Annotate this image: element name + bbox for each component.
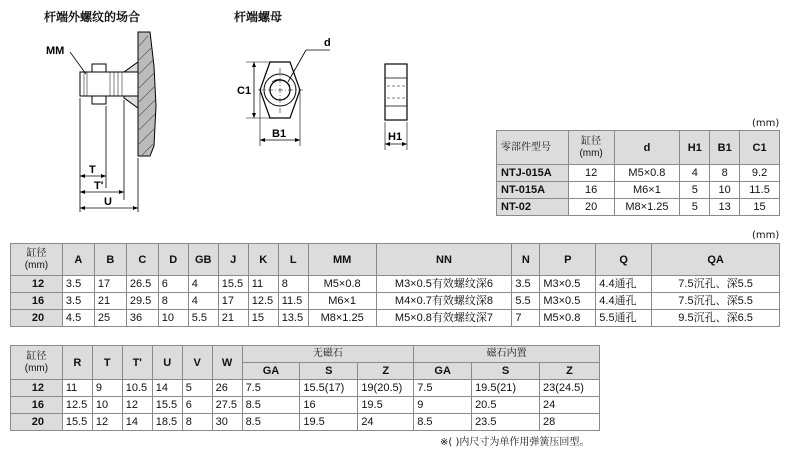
header-no-magnet: 无磁石 bbox=[242, 346, 414, 363]
table-cell: 14 bbox=[152, 380, 182, 397]
table-cell: 8.5 bbox=[242, 397, 300, 414]
table-cell: 17 bbox=[218, 293, 248, 310]
table-cell: M5×0.8 bbox=[308, 276, 376, 293]
table-cell: 11.5 bbox=[740, 182, 780, 199]
table-cell: 5 bbox=[680, 182, 710, 199]
table-cell: 8 bbox=[182, 414, 212, 431]
table-cell: 11 bbox=[248, 276, 278, 293]
table-cell: 15 bbox=[248, 310, 278, 327]
table-cell: 17 bbox=[94, 276, 126, 293]
table-cell: 3.5 bbox=[512, 276, 540, 293]
table-cell: 18.5 bbox=[152, 414, 182, 431]
table-row bbox=[497, 199, 780, 216]
table-cell: 5.5 bbox=[188, 310, 218, 327]
table-cell: 16 bbox=[568, 182, 614, 199]
table-cell: 26 bbox=[212, 380, 242, 397]
header-mm: MM bbox=[308, 244, 376, 276]
table-cell: 8.5 bbox=[414, 414, 472, 431]
table-cell: 5.5 bbox=[512, 293, 540, 310]
header-part-number: 零部件型号 bbox=[497, 131, 569, 165]
table-cell: 7.5沉孔、深5.5 bbox=[652, 276, 780, 293]
label-t: T bbox=[89, 164, 96, 176]
header-r: R bbox=[62, 346, 92, 380]
table-cell: 10 bbox=[710, 182, 740, 199]
table-cell: 12.5 bbox=[62, 397, 92, 414]
table-row bbox=[11, 276, 780, 293]
table-cell: 15.5 bbox=[152, 397, 182, 414]
header-bore: 缸径 (mm) bbox=[11, 346, 63, 380]
table-cell: 16 bbox=[300, 397, 358, 414]
table-cell: 4 bbox=[680, 165, 710, 182]
nut-side-outline bbox=[385, 64, 407, 120]
label-u: U bbox=[104, 196, 112, 208]
dimensions-table-header bbox=[11, 244, 780, 276]
table-cell: 4.4通孔 bbox=[596, 276, 652, 293]
header-built-in-magnet: 磁石内置 bbox=[414, 346, 600, 363]
table-cell: 19(20.5) bbox=[358, 380, 414, 397]
table-cell: 15.5 bbox=[62, 414, 92, 431]
table-cell: 11.5 bbox=[278, 293, 308, 310]
table-cell: 36 bbox=[126, 310, 158, 327]
bore-size: 20 bbox=[11, 414, 63, 431]
header-c1: C1 bbox=[740, 131, 780, 165]
table-cell: 19.5 bbox=[300, 414, 358, 431]
table-cell: 11 bbox=[62, 380, 92, 397]
threaded-rod bbox=[80, 72, 138, 96]
header-k: K bbox=[248, 244, 278, 276]
bore-size: 12 bbox=[11, 276, 63, 293]
table-cell: 30 bbox=[212, 414, 242, 431]
header-z: Z bbox=[358, 363, 414, 380]
table-cell: 15.5 bbox=[218, 276, 248, 293]
header-nn: NN bbox=[376, 244, 512, 276]
table-cell: 24 bbox=[539, 397, 599, 414]
header-b1: B1 bbox=[710, 131, 740, 165]
table-cell: 6 bbox=[158, 276, 188, 293]
table-cell: 12 bbox=[92, 414, 122, 431]
table-cell: 15.5(17) bbox=[300, 380, 358, 397]
table-cell: 20.5 bbox=[472, 397, 540, 414]
caption-rod-nut: 杆端螺母 bbox=[234, 10, 283, 24]
table-cell: M4×0.7有效螺纹深8 bbox=[376, 293, 512, 310]
table-row bbox=[11, 293, 780, 310]
label-h1: H1 bbox=[388, 131, 403, 143]
header-q: Q bbox=[596, 244, 652, 276]
table-cell: M5×0.8 bbox=[540, 310, 596, 327]
header-bore: 缸径 (mm) bbox=[11, 244, 63, 276]
table-cell: 20 bbox=[568, 199, 614, 216]
label-b1: B1 bbox=[272, 128, 287, 140]
caption-external-thread: 杆端外螺纹的场合 bbox=[44, 10, 141, 24]
header-qa: QA bbox=[652, 244, 780, 276]
table-cell: M8×1.25 bbox=[308, 310, 376, 327]
part-number: NT-02 bbox=[497, 199, 569, 216]
label-t-prime: T' bbox=[94, 180, 104, 192]
bore-size: 20 bbox=[11, 310, 63, 327]
table-row bbox=[11, 310, 780, 327]
switch-dimensions-table bbox=[10, 345, 600, 431]
table-cell: 8 bbox=[710, 165, 740, 182]
table-cell: 26.5 bbox=[126, 276, 158, 293]
table-cell: M3×0.5 bbox=[540, 293, 596, 310]
footnote: ※( )内尺寸为单作用弹簧压回型。 bbox=[440, 437, 590, 448]
table-cell: 13.5 bbox=[278, 310, 308, 327]
bore-size: 16 bbox=[11, 397, 63, 414]
table-cell: 15 bbox=[740, 199, 780, 216]
table-cell: 3.5 bbox=[62, 276, 94, 293]
header-n: N bbox=[512, 244, 540, 276]
header-bore: 缸径 (mm) bbox=[568, 131, 614, 165]
nut-table bbox=[496, 130, 780, 216]
table-cell: 14 bbox=[122, 414, 152, 431]
table-cell: 10 bbox=[92, 397, 122, 414]
table-cell: 4 bbox=[188, 276, 218, 293]
table-cell: M3×0.5有效螺纹深6 bbox=[376, 276, 512, 293]
table-row bbox=[11, 397, 600, 414]
label-d: d bbox=[324, 37, 331, 49]
table-cell: 23(24.5) bbox=[539, 380, 599, 397]
table-cell: 24 bbox=[358, 414, 414, 431]
label-c1: C1 bbox=[237, 85, 252, 97]
table-cell: 21 bbox=[218, 310, 248, 327]
nut-front-drawing bbox=[236, 30, 346, 158]
table-cell: 12 bbox=[122, 397, 152, 414]
header-t: T bbox=[92, 346, 122, 380]
table-cell: 8 bbox=[278, 276, 308, 293]
header-v: V bbox=[182, 346, 212, 380]
table-cell: 5 bbox=[182, 380, 212, 397]
unit-label-nut-table: (mm) bbox=[752, 118, 780, 129]
table-cell: 4.4通孔 bbox=[596, 293, 652, 310]
table-cell: 7.5沉孔、深5.5 bbox=[652, 293, 780, 310]
table-row bbox=[497, 182, 780, 199]
header-t-prime: T' bbox=[122, 346, 152, 380]
table-cell: 9 bbox=[92, 380, 122, 397]
header-c: C bbox=[126, 244, 158, 276]
header-l: L bbox=[278, 244, 308, 276]
header-h1: H1 bbox=[680, 131, 710, 165]
table-cell: 12.5 bbox=[248, 293, 278, 310]
table-row bbox=[11, 414, 600, 431]
table-cell: 6 bbox=[182, 397, 212, 414]
bore-size: 12 bbox=[11, 380, 63, 397]
header-ga: GA bbox=[414, 363, 472, 380]
table-cell: M6×1 bbox=[614, 182, 680, 199]
part-number: NT-015A bbox=[497, 182, 569, 199]
header-p: P bbox=[540, 244, 596, 276]
nut-side-drawing bbox=[370, 52, 430, 160]
table-cell: 8.5 bbox=[242, 414, 300, 431]
header-b: B bbox=[94, 244, 126, 276]
table-cell: 9.2 bbox=[740, 165, 780, 182]
table-cell: 5 bbox=[680, 199, 710, 216]
table-cell: M5×0.8有效螺纹深7 bbox=[376, 310, 512, 327]
table-cell: 19.5(21) bbox=[472, 380, 540, 397]
header-d: D bbox=[158, 244, 188, 276]
table-cell: 19.5 bbox=[358, 397, 414, 414]
table-cell: 27.5 bbox=[212, 397, 242, 414]
nut-table-header bbox=[497, 131, 780, 165]
table-cell: 4.5 bbox=[62, 310, 94, 327]
table-row bbox=[11, 380, 600, 397]
unit-label-main-table: (mm) bbox=[752, 230, 780, 241]
table-cell: 12 bbox=[568, 165, 614, 182]
table-cell: 28 bbox=[539, 414, 599, 431]
table-cell: M3×0.5 bbox=[540, 276, 596, 293]
dimensions-table bbox=[10, 243, 780, 327]
bore-size: 16 bbox=[11, 293, 63, 310]
table-cell: M5×0.8 bbox=[614, 165, 680, 182]
table-cell: 10 bbox=[158, 310, 188, 327]
header-ga: GA bbox=[242, 363, 300, 380]
table-cell: 9 bbox=[414, 397, 472, 414]
table-cell: 9.5沉孔、深6.5 bbox=[652, 310, 780, 327]
label-mm: MM bbox=[46, 45, 65, 57]
table-cell: 10.5 bbox=[122, 380, 152, 397]
table-cell: 3.5 bbox=[62, 293, 94, 310]
table-cell: 29.5 bbox=[126, 293, 158, 310]
table-row bbox=[497, 165, 780, 182]
header-s: S bbox=[472, 363, 540, 380]
header-j: J bbox=[218, 244, 248, 276]
table-cell: 7.5 bbox=[242, 380, 300, 397]
part-number: NTJ-015A bbox=[497, 165, 569, 182]
header-s: S bbox=[300, 363, 358, 380]
table-cell: 5.5通孔 bbox=[596, 310, 652, 327]
header-w: W bbox=[212, 346, 242, 380]
header-u: U bbox=[152, 346, 182, 380]
header-z: Z bbox=[539, 363, 599, 380]
table-cell: 7 bbox=[512, 310, 540, 327]
table-cell: 23.5 bbox=[472, 414, 540, 431]
table-cell: M8×1.25 bbox=[614, 199, 680, 216]
table-cell: M6×1 bbox=[308, 293, 376, 310]
table-cell: 8 bbox=[158, 293, 188, 310]
header-d: d bbox=[614, 131, 680, 165]
table-cell: 13 bbox=[710, 199, 740, 216]
table-cell: 4 bbox=[188, 293, 218, 310]
table-cell: 21 bbox=[94, 293, 126, 310]
table-cell: 25 bbox=[94, 310, 126, 327]
rod-end-thread-drawing bbox=[40, 26, 190, 220]
switch-table-header-top bbox=[11, 346, 600, 363]
header-gb: GB bbox=[188, 244, 218, 276]
table-cell: 7.5 bbox=[414, 380, 472, 397]
header-a: A bbox=[62, 244, 94, 276]
